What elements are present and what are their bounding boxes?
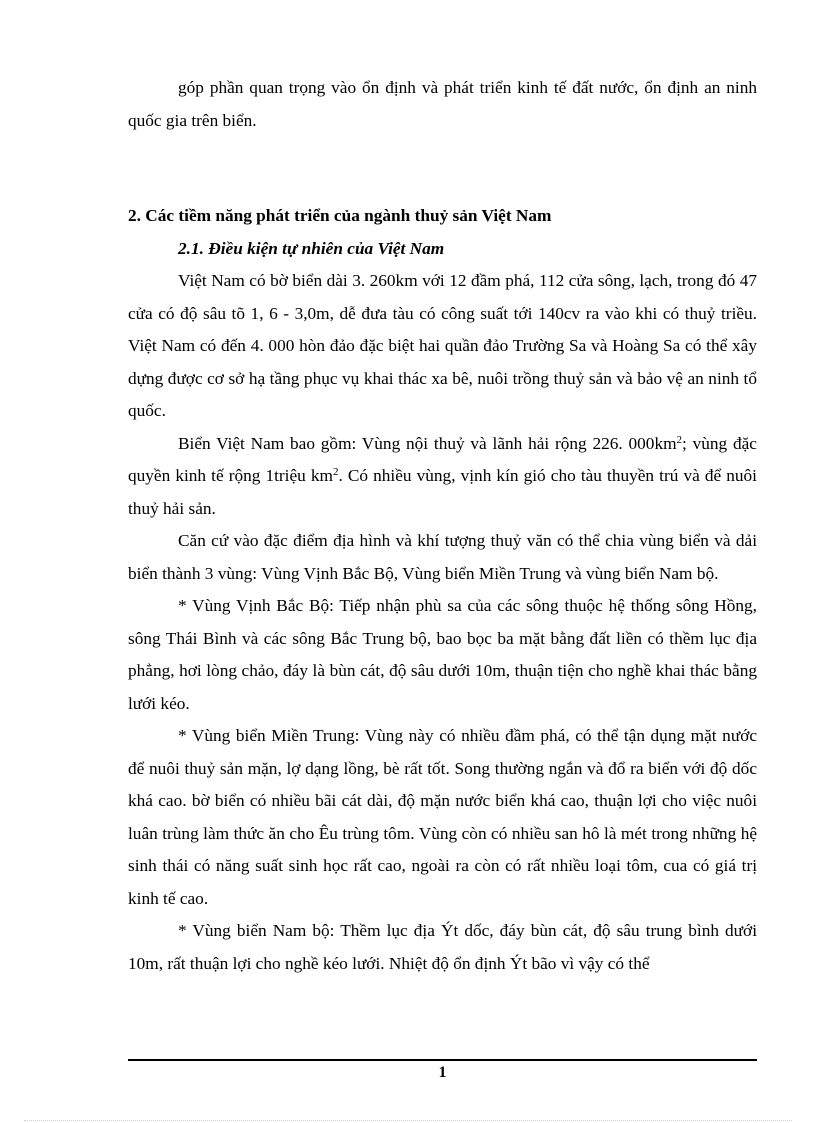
sea-area-text-3: . Có nhiều vùng, vịnh kín gió cho tàu thuyền trú và để nuôi thuỷ hải sản.: [128, 466, 757, 518]
footer-divider: [128, 1059, 757, 1061]
paragraph-regions-intro: Căn cứ vào đặc điểm địa hình và khí tượng thuỷ văn có thể chia vùng biển và dải biển thành 3 vùng: Vùng Vịnh Bắc Bộ, Vùng biển Miền Trung và vùng biển Nam bộ.: [128, 531, 757, 583]
paragraph-southern-region: * Vùng biển Nam bộ: Thềm lục địa Ýt dốc, đáy bùn cát, độ sâu trung bình dưới 10m, rất thuận lợi cho nghề kéo lưới. Nhiệt độ ổn định Ýt bão vì vậy có thể: [128, 921, 757, 973]
subsection-heading: 2.1. Điều kiện tự nhiên của Việt Nam: [178, 238, 445, 258]
paragraph-spacer: [128, 137, 757, 200]
page-body: [128, 72, 757, 980]
paragraph-gulf-of-tonkin: * Vùng Vịnh Bắc Bộ: Tiếp nhận phù sa của các sông thuộc hệ thống sông Hồng, sông Thái Bình và các sông Bắc Trung bộ, bao bọc ba mặt bằng đất liền có thềm lục địa phẳng, hơi lòng chảo, đáy là bùn cát, độ sâu dưới 10m, thuận tiện cho nghề khai thác bằng lưới kéo.: [128, 596, 757, 713]
paragraph-sea-area: [128, 428, 757, 526]
page-number: 1: [438, 1064, 447, 1081]
superscript-squared: 2: [332, 466, 339, 478]
superscript-squared: 2: [676, 433, 683, 446]
paragraph-continuation: góp phần quan trọng vào ổn định và phát triển kinh tế đất nước, ổn định an ninh quốc gia trên biển.: [128, 78, 757, 130]
sea-area-text-2: ; vùng đặc quyền kinh tế rộng 1triệu km: [128, 433, 757, 485]
sea-area-text-1: Biển Việt Nam bao gồm: Vùng nội thuỷ và lãnh hải rộng 226. 000km: [178, 433, 677, 453]
paragraph-central-region: * Vùng biển Miền Trung: Vùng này có nhiều đầm phá, có thể tận dụng mặt nước để nuôi thuỷ sản mặn, lợ dạng lồng, bè rất tốt. Song thường ngắn và đổ ra biển với độ dốc khá cao. bờ biển có nhiều bãi cát dài, độ mặn nước biển khá cao, thuận lợi cho việc nuôi luân trùng làm thức ăn cho Êu trùng tôm. Vùng còn có nhiều san hô là mét trong những hệ sinh thái có năng suất sinh học rất cao, ngoài ra còn có rất nhiều loại tôm, cua có giá trị kinh tế cao.: [128, 726, 757, 908]
section-heading: 2. Các tiềm năng phát triển của ngành thuỷ sản Việt Nam: [128, 206, 552, 225]
paragraph-coastline: Việt Nam có bờ biển dài 3. 260km với 12 đầm phá, 112 cửa sông, lạch, trong đó 47 cửa có độ sâu tõ 1, 6 - 3,0m, dễ đưa tàu có công suất tới 140cv ra vào khi có thuỷ triều. Việt Nam có đến 4. 000 hòn đảo đặc biệt hai quần đảo Trường Sa và Hoàng Sa có thể xây dựng được cơ sở hạ tầng phục vụ khai thác xa bê, nuôi trồng thuỷ sản và bảo vệ an ninh tổ quốc.: [128, 271, 757, 420]
page-bottom-edge: [24, 1120, 792, 1121]
